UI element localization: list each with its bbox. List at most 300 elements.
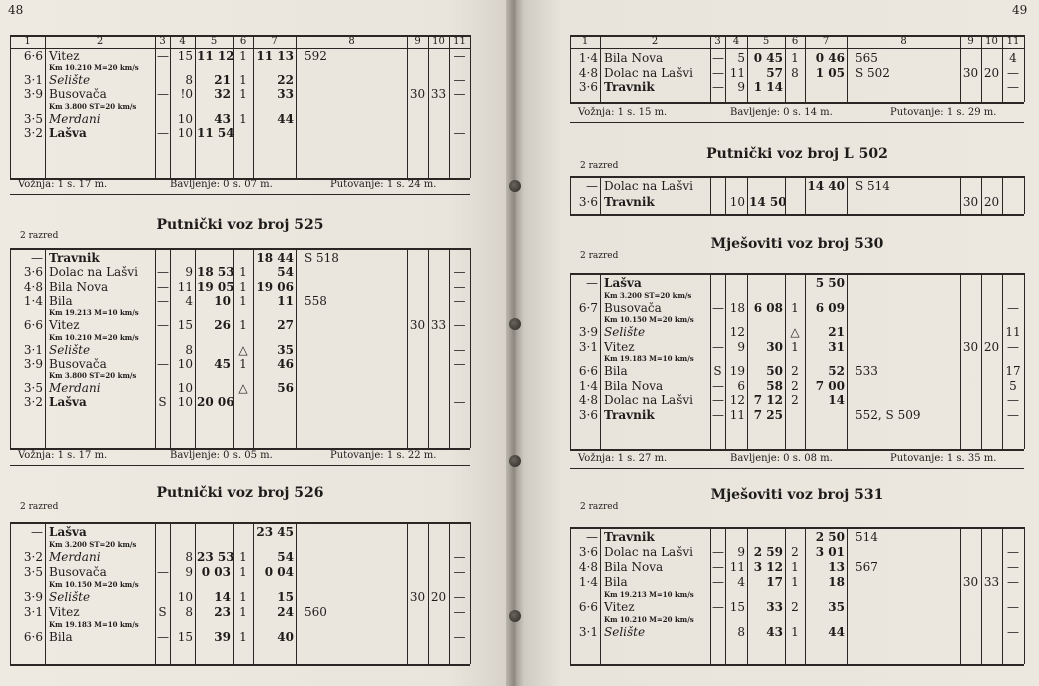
km-note: Km 10.210 M=20 km/s bbox=[49, 332, 139, 342]
cell-c3: — bbox=[712, 378, 724, 393]
cell-dist: 3·6 bbox=[578, 80, 598, 94]
cell-c4: 10 bbox=[177, 395, 193, 410]
station-name: Lašva bbox=[49, 125, 87, 140]
summary-drive: Vožnja: 1 s. 15 m. bbox=[578, 107, 668, 118]
station-name: Travnik bbox=[604, 530, 655, 544]
cell-c4: 10 bbox=[177, 590, 193, 604]
cell-c7: 56 bbox=[277, 381, 294, 396]
summary-travel: Putovanje: 1 s. 24 m. bbox=[330, 179, 437, 190]
km-note: Km 3.200 ST=20 km/s bbox=[49, 540, 137, 549]
cell-c5: 58 bbox=[766, 378, 783, 393]
cell-c7: 40 bbox=[277, 630, 294, 644]
cell-c3: — bbox=[157, 318, 169, 333]
summary-drive: Vožnja: 1 s. 17 m. bbox=[18, 450, 108, 461]
column-header: 11 bbox=[453, 36, 466, 47]
page-number: 49 bbox=[1012, 3, 1028, 17]
cell-c8: S 502 bbox=[855, 65, 890, 80]
cell-c4: 12 bbox=[729, 393, 745, 407]
cell-c11: — bbox=[453, 293, 466, 308]
station-name: Dolac na Lašvi bbox=[49, 265, 138, 280]
table-rule bbox=[570, 527, 1024, 529]
cell-c5: 6 08 bbox=[753, 300, 783, 315]
column-rule bbox=[428, 522, 429, 664]
cell-c3: — bbox=[157, 630, 169, 644]
cell-c5: 11 12 bbox=[197, 49, 235, 63]
cell-dist: — bbox=[586, 530, 598, 544]
cell-c9: 30 bbox=[962, 65, 979, 80]
cell-c5: 14 bbox=[214, 590, 231, 604]
binding-ring-icon bbox=[509, 610, 521, 622]
table-rule bbox=[570, 122, 1024, 123]
station-name: Lašva bbox=[49, 395, 87, 410]
station-name: Lašva bbox=[604, 276, 642, 290]
column-rule bbox=[847, 273, 848, 449]
class-label: 2 razred bbox=[20, 502, 59, 512]
cell-dist: 6·6 bbox=[578, 600, 598, 614]
cell-c5: 26 bbox=[214, 318, 231, 333]
cell-dist: — bbox=[31, 525, 43, 539]
km-note: Km 10.210 M=20 km/s bbox=[49, 63, 139, 73]
column-rule bbox=[449, 522, 450, 664]
cell-c3: — bbox=[157, 279, 169, 294]
station-name: Lašva bbox=[49, 525, 87, 539]
cell-c11: — bbox=[1007, 393, 1019, 407]
cell-c10: 33 bbox=[983, 575, 1000, 589]
cell-c4: 11 bbox=[729, 65, 745, 80]
column-rule bbox=[747, 48, 748, 102]
cell-c8: 558 bbox=[304, 293, 327, 308]
cell-c11: — bbox=[1007, 339, 1019, 354]
column-header: 5 bbox=[762, 36, 770, 47]
cell-c5: 19 05 bbox=[197, 279, 235, 294]
cell-dist: 6·7 bbox=[578, 300, 598, 315]
station-name: Bila Nova bbox=[49, 279, 109, 294]
class-label: 2 razred bbox=[20, 231, 59, 241]
station-name: Vitez bbox=[49, 49, 80, 63]
class-label: 2 razred bbox=[580, 251, 619, 261]
column-rule bbox=[570, 527, 571, 664]
column-rule bbox=[600, 527, 601, 664]
column-rule bbox=[253, 522, 254, 664]
section-title: Putnički voz broj L 502 bbox=[706, 146, 888, 162]
cell-c5: 0 03 bbox=[201, 565, 231, 579]
cell-c4: 8 bbox=[185, 550, 193, 564]
cell-c5: 39 bbox=[214, 630, 231, 644]
cell-c3: — bbox=[157, 356, 169, 371]
cell-c4: 11 bbox=[729, 560, 745, 574]
cell-c6: 1 bbox=[239, 73, 247, 88]
summary-stop: Bavljenje: 0 s. 05 m. bbox=[170, 450, 273, 461]
column-rule bbox=[233, 248, 234, 448]
cell-c7: 18 bbox=[828, 575, 845, 589]
column-rule bbox=[805, 273, 806, 449]
cell-c5: 2 59 bbox=[753, 545, 783, 559]
cell-c5: 45 bbox=[214, 356, 231, 371]
cell-c6: 1 bbox=[239, 318, 247, 333]
cell-c8: S 518 bbox=[304, 251, 339, 265]
cell-c11: — bbox=[1007, 545, 1019, 559]
column-header: 6 bbox=[791, 36, 799, 47]
cell-c7: 2 50 bbox=[815, 530, 845, 544]
cell-c4: !0 bbox=[180, 87, 193, 102]
cell-dist: 3·5 bbox=[23, 111, 43, 126]
cell-c5: 32 bbox=[214, 87, 231, 102]
cell-dist: 3·9 bbox=[23, 356, 43, 371]
cell-dist: 4·8 bbox=[578, 393, 598, 407]
column-rule bbox=[170, 248, 171, 448]
cell-c6: 1 bbox=[791, 300, 799, 315]
column-header: 6 bbox=[239, 36, 247, 47]
cell-dist: 3·2 bbox=[23, 125, 43, 140]
cell-c7: 54 bbox=[277, 550, 294, 564]
cell-dist: 3·9 bbox=[23, 590, 43, 604]
cell-c11: — bbox=[453, 125, 466, 140]
cell-dist: 3·6 bbox=[23, 265, 43, 280]
table-rule bbox=[10, 248, 470, 250]
column-rule bbox=[470, 248, 471, 448]
cell-c6: 1 bbox=[239, 630, 247, 644]
cell-c6: 1 bbox=[239, 111, 247, 126]
column-header: 11 bbox=[1006, 36, 1020, 47]
cell-c3: S bbox=[158, 605, 167, 619]
cell-c8: 565 bbox=[855, 51, 878, 65]
cell-c6: 1 bbox=[239, 293, 247, 308]
cell-c3: — bbox=[157, 565, 169, 579]
column-header: 10 bbox=[985, 36, 998, 47]
cell-c4: 18 bbox=[729, 300, 745, 315]
cell-c7: 23 45 bbox=[256, 525, 294, 539]
cell-dist: 4·8 bbox=[578, 65, 598, 80]
table-rule bbox=[570, 468, 1024, 469]
cell-c8: 592 bbox=[304, 49, 327, 63]
column-rule bbox=[45, 522, 46, 664]
class-label: 2 razred bbox=[580, 161, 619, 171]
cell-c7: 52 bbox=[828, 364, 845, 378]
station-name: Vitez bbox=[49, 605, 80, 619]
cell-c6: 2 bbox=[791, 378, 799, 393]
column-rule bbox=[170, 48, 171, 178]
cell-dist: 6·6 bbox=[23, 630, 43, 644]
column-rule bbox=[710, 48, 711, 102]
cell-dist: 3·1 bbox=[23, 73, 43, 88]
cell-c4: 4 bbox=[185, 293, 193, 308]
cell-c4: 10 bbox=[177, 381, 193, 396]
column-rule bbox=[195, 522, 196, 664]
cell-c6: 2 bbox=[791, 600, 799, 614]
station-name: Bila bbox=[604, 364, 628, 378]
cell-c5: 57 bbox=[766, 65, 783, 80]
cell-c10: 20 bbox=[430, 590, 447, 604]
cell-c6: 8 bbox=[791, 65, 799, 80]
cell-c11: — bbox=[453, 73, 466, 88]
table-rule bbox=[10, 522, 470, 524]
cell-c5: 23 53 bbox=[197, 550, 235, 564]
cell-dist: 1·4 bbox=[578, 51, 598, 65]
column-header: 2 bbox=[96, 36, 104, 47]
column-header: 4 bbox=[179, 36, 186, 47]
cell-c6: △ bbox=[238, 381, 248, 396]
column-rule bbox=[785, 527, 786, 664]
station-name: Busovača bbox=[49, 356, 107, 371]
cell-c9: 30 bbox=[962, 575, 979, 589]
cell-c7: 13 bbox=[828, 560, 845, 574]
station-name: Vitez bbox=[49, 318, 80, 333]
cell-c11: — bbox=[1007, 560, 1019, 574]
cell-c4: 8 bbox=[737, 625, 745, 639]
cell-dist: — bbox=[586, 179, 598, 193]
book-spine bbox=[506, 0, 524, 686]
column-rule bbox=[981, 48, 982, 102]
cell-c7: 44 bbox=[277, 111, 294, 126]
column-header: 7 bbox=[822, 36, 830, 47]
station-name: Bila Nova bbox=[604, 378, 664, 393]
column-rule bbox=[570, 176, 571, 214]
cell-c4: 8 bbox=[185, 342, 193, 357]
column-rule bbox=[725, 527, 726, 664]
column-rule bbox=[155, 522, 156, 664]
cell-c5: 43 bbox=[214, 111, 231, 126]
cell-dist: 3·2 bbox=[23, 550, 43, 564]
cell-c4: 5 bbox=[737, 51, 745, 65]
cell-c4: 15 bbox=[177, 630, 193, 644]
cell-c5: 1 14 bbox=[753, 80, 783, 94]
cell-c7: 54 bbox=[277, 265, 294, 280]
table-rule bbox=[570, 664, 1024, 666]
station-name: Merdani bbox=[49, 550, 101, 564]
cell-c7: 0 46 bbox=[815, 51, 845, 65]
cell-c4: 11 bbox=[177, 279, 193, 294]
cell-c4: 15 bbox=[729, 600, 745, 614]
cell-c8: 560 bbox=[304, 605, 327, 619]
cell-c9: 30 bbox=[409, 87, 426, 102]
cell-c5: 0 45 bbox=[753, 51, 783, 65]
cell-c3: S bbox=[158, 395, 167, 410]
column-rule bbox=[747, 527, 748, 664]
cell-c11: — bbox=[453, 550, 466, 564]
table-rule bbox=[10, 664, 470, 666]
cell-c10: 20 bbox=[983, 65, 1000, 80]
cell-c11: — bbox=[453, 49, 466, 63]
cell-c6: 1 bbox=[239, 356, 247, 371]
cell-c4: 12 bbox=[729, 325, 745, 339]
table-rule bbox=[570, 102, 1024, 104]
column-header: 10 bbox=[432, 36, 445, 47]
column-rule bbox=[470, 522, 471, 664]
cell-c7: 19 06 bbox=[256, 279, 294, 294]
station-name: Bila Nova bbox=[604, 560, 664, 574]
column-header: 1 bbox=[24, 36, 31, 47]
column-rule bbox=[710, 527, 711, 664]
table-rule bbox=[570, 273, 1024, 275]
column-header: 9 bbox=[414, 36, 421, 47]
cell-c7: 35 bbox=[828, 600, 845, 614]
column-rule bbox=[428, 48, 429, 178]
cell-c7: 27 bbox=[277, 318, 294, 333]
cell-c5: 43 bbox=[766, 625, 783, 639]
column-rule bbox=[195, 48, 196, 178]
cell-c10: 20 bbox=[983, 194, 1000, 209]
column-rule bbox=[847, 527, 848, 664]
column-rule bbox=[981, 273, 982, 449]
cell-c5: 20 06 bbox=[197, 395, 235, 410]
cell-c9: 30 bbox=[409, 590, 426, 604]
cell-dist: 6·6 bbox=[578, 364, 598, 378]
cell-c4: 9 bbox=[185, 565, 193, 579]
cell-c3: — bbox=[712, 393, 724, 407]
cell-c4: 10 bbox=[177, 125, 193, 140]
column-rule bbox=[600, 48, 601, 102]
column-header: 2 bbox=[651, 36, 659, 47]
cell-c7: 24 bbox=[277, 605, 294, 619]
cell-c3: — bbox=[157, 265, 169, 280]
summary-stop: Bavljenje: 0 s. 14 m. bbox=[730, 107, 833, 118]
cell-c4: 4 bbox=[737, 575, 745, 589]
cell-c3: S bbox=[713, 364, 722, 378]
cell-c6: 1 bbox=[791, 51, 799, 65]
cell-c4: 10 bbox=[177, 356, 193, 371]
column-rule bbox=[725, 273, 726, 449]
cell-c4: 9 bbox=[737, 80, 745, 94]
cell-c7: 7 00 bbox=[815, 378, 845, 393]
column-rule bbox=[725, 48, 726, 102]
cell-c7: 14 40 bbox=[807, 179, 845, 193]
cell-c5: 3 12 bbox=[753, 560, 783, 574]
column-rule bbox=[960, 527, 961, 664]
cell-dist: 3·1 bbox=[578, 625, 598, 639]
cell-dist: 3·6 bbox=[578, 545, 598, 559]
cell-c6: 1 bbox=[239, 265, 247, 280]
cell-c5: 7 25 bbox=[753, 407, 783, 422]
cell-c4: 15 bbox=[177, 318, 193, 333]
column-header: 4 bbox=[732, 36, 740, 47]
cell-c4: 19 bbox=[729, 364, 745, 378]
column-rule bbox=[428, 248, 429, 448]
column-rule bbox=[10, 48, 11, 178]
summary-travel: Putovanje: 1 s. 22 m. bbox=[330, 450, 437, 461]
right-page bbox=[520, 0, 1039, 686]
cell-c11: 4 bbox=[1009, 51, 1017, 65]
cell-c3: — bbox=[712, 80, 724, 94]
cell-dist: 1·4 bbox=[578, 378, 598, 393]
cell-c4: 10 bbox=[177, 111, 193, 126]
summary-travel: Putovanje: 1 s. 35 m. bbox=[890, 453, 997, 464]
column-rule bbox=[45, 248, 46, 448]
cell-c11: — bbox=[453, 395, 466, 410]
column-rule bbox=[407, 248, 408, 448]
column-header: 3 bbox=[159, 36, 166, 47]
cell-c7: 21 bbox=[828, 325, 845, 339]
column-rule bbox=[296, 248, 297, 448]
cell-dist: 3·1 bbox=[578, 339, 598, 354]
section-title: Mješoviti voz broj 531 bbox=[710, 487, 884, 503]
cell-c6: 2 bbox=[791, 393, 799, 407]
cell-c7: 0 04 bbox=[264, 565, 294, 579]
summary-drive: Vožnja: 1 s. 17 m. bbox=[18, 179, 108, 190]
station-name: Travnik bbox=[604, 407, 655, 422]
cell-c6: △ bbox=[790, 325, 800, 339]
column-rule bbox=[1024, 527, 1025, 664]
cell-c8: 552, S 509 bbox=[855, 407, 921, 422]
station-name: Selište bbox=[49, 73, 91, 88]
column-rule bbox=[1002, 48, 1003, 102]
station-name: Dolac na Lašvi bbox=[604, 393, 693, 407]
column-rule bbox=[805, 176, 806, 214]
cell-c3: — bbox=[157, 125, 169, 140]
cell-c8: 514 bbox=[855, 530, 878, 544]
cell-dist: 3·1 bbox=[23, 605, 43, 619]
cell-c3: — bbox=[157, 49, 169, 63]
cell-c5: 21 bbox=[214, 73, 231, 88]
cell-dist: 3·6 bbox=[578, 194, 598, 209]
column-header: 7 bbox=[271, 36, 278, 47]
station-name: Busovača bbox=[49, 87, 107, 102]
km-note: Km 19.183 M=10 km/s bbox=[49, 620, 139, 629]
column-rule bbox=[785, 273, 786, 449]
cell-c3: — bbox=[712, 65, 724, 80]
cell-c11: — bbox=[1007, 65, 1019, 80]
column-rule bbox=[747, 273, 748, 449]
column-rule bbox=[233, 522, 234, 664]
column-rule bbox=[785, 48, 786, 102]
column-rule bbox=[805, 48, 806, 102]
station-name: Dolac na Lašvi bbox=[604, 65, 693, 80]
column-rule bbox=[570, 48, 571, 102]
summary-stop: Bavljenje: 0 s. 07 m. bbox=[170, 179, 273, 190]
cell-c6: 1 bbox=[239, 590, 247, 604]
cell-c6: 1 bbox=[791, 625, 799, 639]
km-note: Km 10.150 M=20 km/s bbox=[49, 580, 139, 589]
cell-c11: — bbox=[1007, 575, 1019, 589]
column-rule bbox=[449, 248, 450, 448]
cell-c7: 1 05 bbox=[815, 65, 845, 80]
cell-c4: 10 bbox=[729, 194, 745, 209]
km-note: Km 19.213 M=10 km/s bbox=[49, 308, 139, 318]
column-rule bbox=[170, 522, 171, 664]
station-name: Travnik bbox=[49, 251, 100, 265]
cell-c9: 30 bbox=[409, 318, 426, 333]
cell-dist: 4·8 bbox=[578, 560, 598, 574]
cell-c6: 1 bbox=[239, 279, 247, 294]
cell-c6: 2 bbox=[791, 364, 799, 378]
station-name: Bila bbox=[49, 293, 73, 308]
cell-c10: 33 bbox=[430, 87, 447, 102]
binding-ring-icon bbox=[509, 180, 521, 192]
cell-c5: 11 54 bbox=[197, 125, 235, 140]
cell-c4: 9 bbox=[737, 339, 745, 354]
table-rule bbox=[570, 48, 1024, 49]
cell-c11: — bbox=[453, 87, 466, 102]
cell-c7: 46 bbox=[277, 356, 294, 371]
cell-c7: 11 13 bbox=[256, 49, 294, 63]
summary-stop: Bavljenje: 0 s. 08 m. bbox=[730, 453, 833, 464]
cell-dist: 6·6 bbox=[23, 318, 43, 333]
cell-c7: 44 bbox=[828, 625, 845, 639]
cell-c7: 11 bbox=[277, 293, 294, 308]
column-rule bbox=[960, 48, 961, 102]
column-rule bbox=[407, 522, 408, 664]
cell-dist: 3·6 bbox=[578, 407, 598, 422]
cell-c6: 1 bbox=[239, 87, 247, 102]
column-rule bbox=[296, 48, 297, 178]
cell-dist: 3·5 bbox=[23, 565, 43, 579]
km-note: Km 10.150 M=20 km/s bbox=[604, 315, 694, 324]
column-rule bbox=[470, 35, 471, 48]
cell-c11: — bbox=[1007, 625, 1019, 639]
column-header: 1 bbox=[581, 36, 589, 47]
table-rule bbox=[10, 194, 470, 195]
cell-c11: 11 bbox=[1005, 325, 1021, 339]
column-header: 9 bbox=[967, 36, 974, 47]
